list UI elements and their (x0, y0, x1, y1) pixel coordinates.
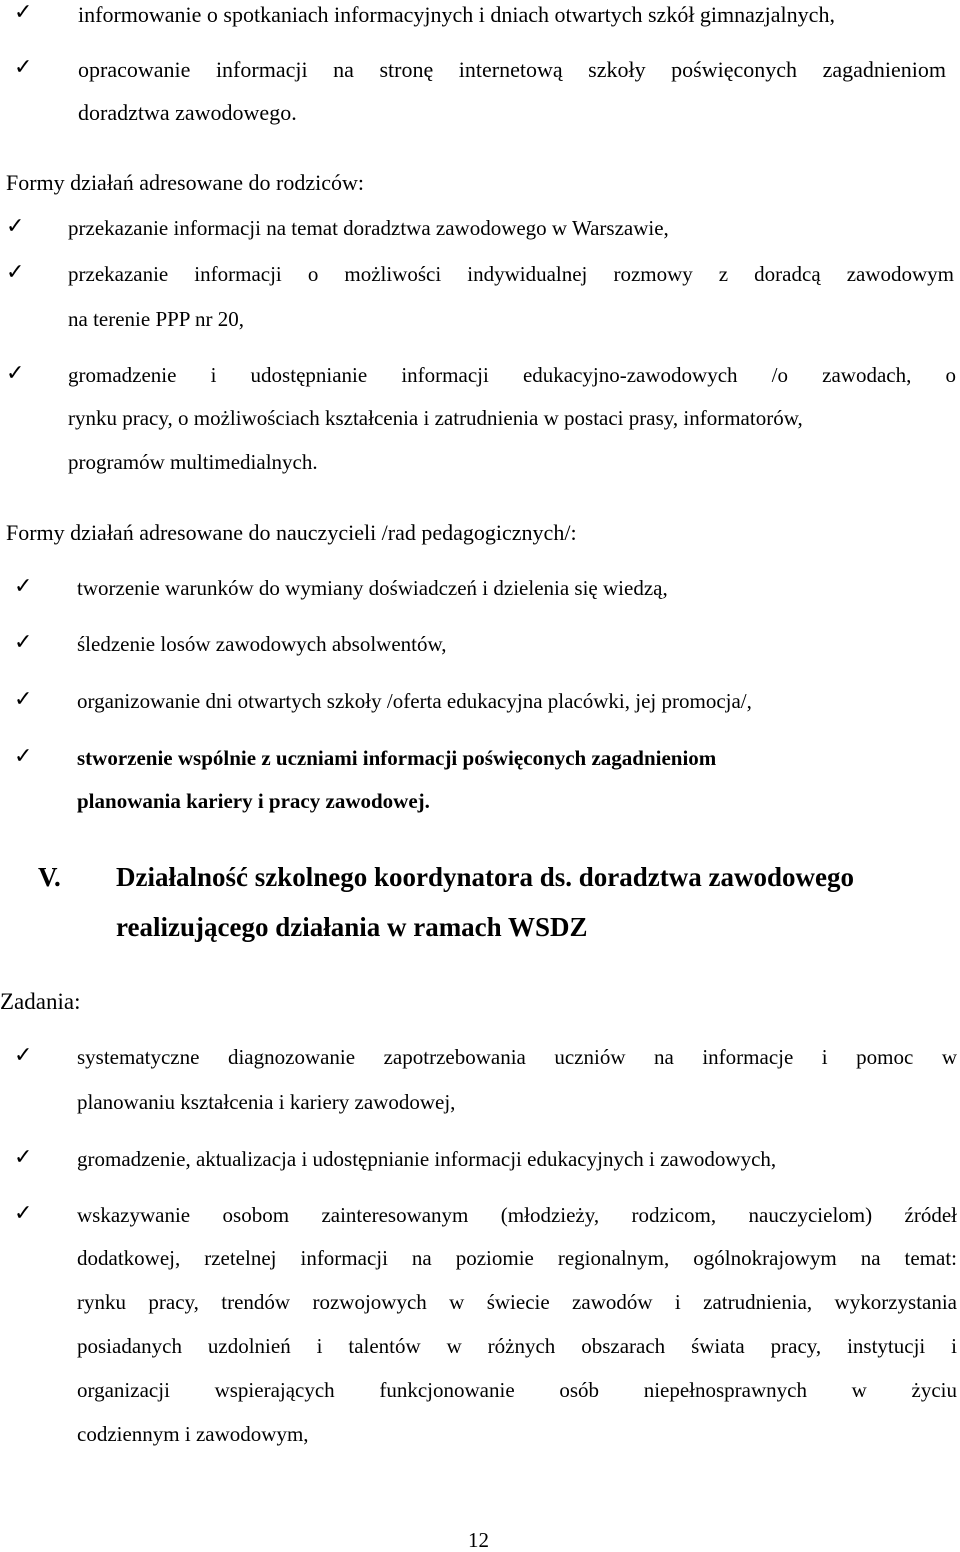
list-item: gromadzenie i udostępnianie informacji edukacyjno-zawodowych /o zawodach, o (68, 363, 956, 387)
section-title-teachers: Formy działań adresowane do nauczycieli /rad pedagogicznych/: (6, 520, 577, 545)
chapter-number: V. (38, 862, 61, 892)
list-item: przekazanie informacji na temat doradztwa zawodowego w Warszawie, (68, 216, 669, 240)
list-item: organizowanie dni otwartych szkoły /oferta edukacyjna placówki, jej promocja/, (77, 689, 752, 713)
list-item-continuation: doradztwa zawodowego. (78, 100, 297, 125)
list-item-continuation: planowaniu kształcenia i kariery zawodowej, (77, 1090, 456, 1114)
list-item-continuation: rynku pracy, trendów rozwojowych w świecie zawodów i zatrudnienia, wykorzystania (77, 1290, 957, 1314)
list-item-continuation: dodatkowej, rzetelnej informacji na poziomie regionalnym, ogólnokrajowym na temat: (77, 1246, 957, 1270)
list-item: gromadzenie, aktualizacja i udostępnianie informacji edukacyjnych i zawodowych, (77, 1147, 777, 1171)
list-item-continuation: codziennym i zawodowym, (77, 1422, 309, 1446)
list-item: śledzenie losów zawodowych absolwentów, (77, 632, 447, 656)
checkmark-icon: ✓ (6, 361, 25, 386)
checkmark-icon: ✓ (14, 630, 33, 655)
checkmark-icon: ✓ (14, 0, 33, 25)
checkmark-icon: ✓ (6, 260, 25, 285)
page-number: 12 (468, 1528, 489, 1552)
chapter-title: Działalność szkolnego koordynatora ds. doradztwa zawodowego (116, 862, 855, 892)
checkmark-icon: ✓ (14, 574, 33, 599)
list-item-continuation: programów multimedialnych. (68, 450, 318, 474)
checkmark-icon: ✓ (14, 55, 33, 80)
checkmark-icon: ✓ (14, 1201, 33, 1226)
list-item: stworzenie wspólnie z uczniami informacji poświęconych zagadnieniom (77, 746, 717, 770)
checkmark-icon: ✓ (14, 687, 33, 712)
list-item: wskazywanie osobom zainteresowanym (młodzieży, rodzicom, nauczycielom) źródeł (77, 1203, 957, 1227)
checkmark-icon: ✓ (6, 214, 25, 239)
list-item: przekazanie informacji o możliwości indywidualnej rozmowy z doradcą zawodowym (68, 262, 954, 286)
checkmark-icon: ✓ (14, 744, 33, 769)
checkmark-icon: ✓ (14, 1145, 33, 1170)
list-item: systematyczne diagnozowanie zapotrzebowania uczniów na informacje i pomoc w (77, 1045, 957, 1069)
list-item: opracowanie informacji na stronę internetową szkoły poświęconych zagadnieniom (78, 57, 946, 82)
section-title-tasks: Zadania: (0, 989, 81, 1014)
list-item-continuation: planowania kariery i pracy zawodowej. (77, 789, 430, 813)
list-item: tworzenie warunków do wymiany doświadczeń i dzielenia się wiedzą, (77, 576, 668, 600)
section-title-parents: Formy działań adresowane do rodziców: (6, 170, 364, 195)
list-item: informowanie o spotkaniach informacyjnych i dniach otwartych szkół gimnazjalnych, (78, 2, 835, 27)
list-item-continuation: na terenie PPP nr 20, (68, 307, 244, 331)
checkmark-icon: ✓ (14, 1043, 33, 1068)
list-item-continuation: rynku pracy, o możliwościach kształcenia i zatrudnienia w postaci prasy, informatorów, (68, 406, 803, 430)
chapter-title-continuation: realizującego działania w ramach WSDZ (116, 912, 588, 942)
list-item-continuation: organizacji wspierających funkcjonowanie osób niepełnosprawnych w życiu (77, 1378, 957, 1402)
list-item-continuation: posiadanych uzdolnień i talentów w różnych obszarach świata pracy, instytucji i (77, 1334, 957, 1358)
